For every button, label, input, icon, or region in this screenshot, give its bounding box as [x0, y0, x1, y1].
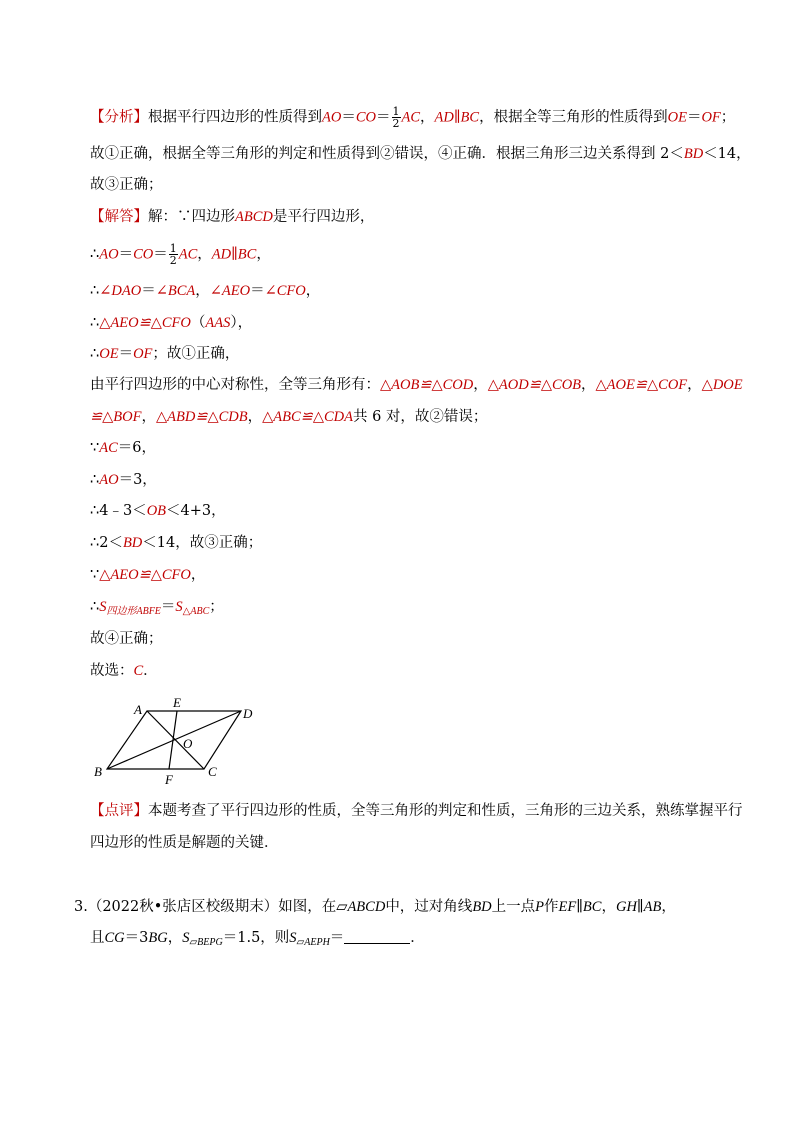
solution-line-4: ∴△AEO≌△CFO（AAS）， [90, 315, 253, 331]
solution-line-3: ∴∠DAO＝∠BCA，∠AEO＝∠CFO， [90, 283, 321, 299]
solution-line-15: 故选：C． [90, 663, 158, 679]
label-D: D [243, 706, 253, 721]
segment-ef [169, 711, 177, 769]
solution-line-6: 由平行四边形的中心对称性，全等三角形有：△AOB≌△COD，△AOD≌△COB，△AOE≌△COF，△DOE [90, 377, 743, 393]
label-E: E [173, 695, 181, 710]
label-O: O [183, 736, 193, 751]
solution-tag: 【解答】 [90, 209, 148, 225]
analysis-tag: 【分析】 [90, 109, 148, 126]
label-B: B [94, 764, 102, 779]
comment-line-1: 【点评】本题考查了平行四边形的性质，全等三角形的判定和性质，三角形的三边关系，熟练掌握平行 [90, 803, 743, 819]
label-A: A [134, 702, 142, 717]
solution-line-13: $\therefore S_{四边形ABFE}=S_{\triangle ABC}$； [90, 599, 224, 617]
parallelogram-abcd [107, 711, 241, 769]
solution-line-7: ≌△BOF，△ABD≌△CDB，△ABC≌△CDA共 6 对，故②错误； [90, 409, 488, 425]
solution-line-1: 【解答】解：∵四边形ABCD是平行四边形， [90, 209, 375, 225]
comment-line-2: 四边形的性质是解题的关键． [90, 835, 279, 851]
answer-blank[interactable] [344, 929, 410, 944]
solution-line-9: ∴AO＝3， [90, 472, 157, 488]
solution-line-2: ∴AO＝CO＝ $\frac{1}{2}$ AC，AD∥BC， [90, 242, 271, 267]
problem3-line-1: 3.（2022秋•张店区校级期末）如图，在▱ABCD中，过对角线BD上一点P作EF∥BC，GH∥AB， [74, 899, 676, 915]
label-F: F [165, 772, 173, 787]
comment-tag: 【点评】 [90, 803, 148, 819]
fraction-half: $\frac{1}{2}$ [169, 242, 177, 267]
diagonal-bd [107, 711, 241, 769]
solution-line-14: 故④正确； [90, 631, 163, 647]
solution-line-11: ∴2＜BD＜14，故③正确； [90, 535, 263, 551]
analysis-line-1: 【分析】根据平行四边形的性质得到AO＝CO＝ $\frac{1}{2}$ AC，AD∥BC，根据全等三角形的性质得到OE＝OF； [90, 105, 736, 130]
fraction-half: $\frac{1}{2}$ [392, 105, 400, 130]
solution-line-8: ∵AC＝6， [90, 440, 156, 456]
solution-line-12: ∵△AEO≌△CFO， [90, 567, 206, 583]
label-C: C [208, 764, 217, 779]
solution-line-10: ∴4﹣3＜OB＜4+3， [90, 503, 226, 519]
analysis-line-2: 故①正确，根据全等三角形的判定和性质得到②错误，④正确．根据三角形三边关系得到 2＜BD＜14， [90, 146, 751, 162]
analysis-line-3: 故③正确； [90, 177, 163, 193]
problem3-line-2: 且CG＝3BG，$S_{▱BEPG}=1.5$，则$S_{▱AEPH}=$ ． [90, 930, 425, 948]
diagonal-ac [147, 711, 204, 769]
solution-line-5: ∴OE＝OF；故①正确， [90, 346, 240, 362]
